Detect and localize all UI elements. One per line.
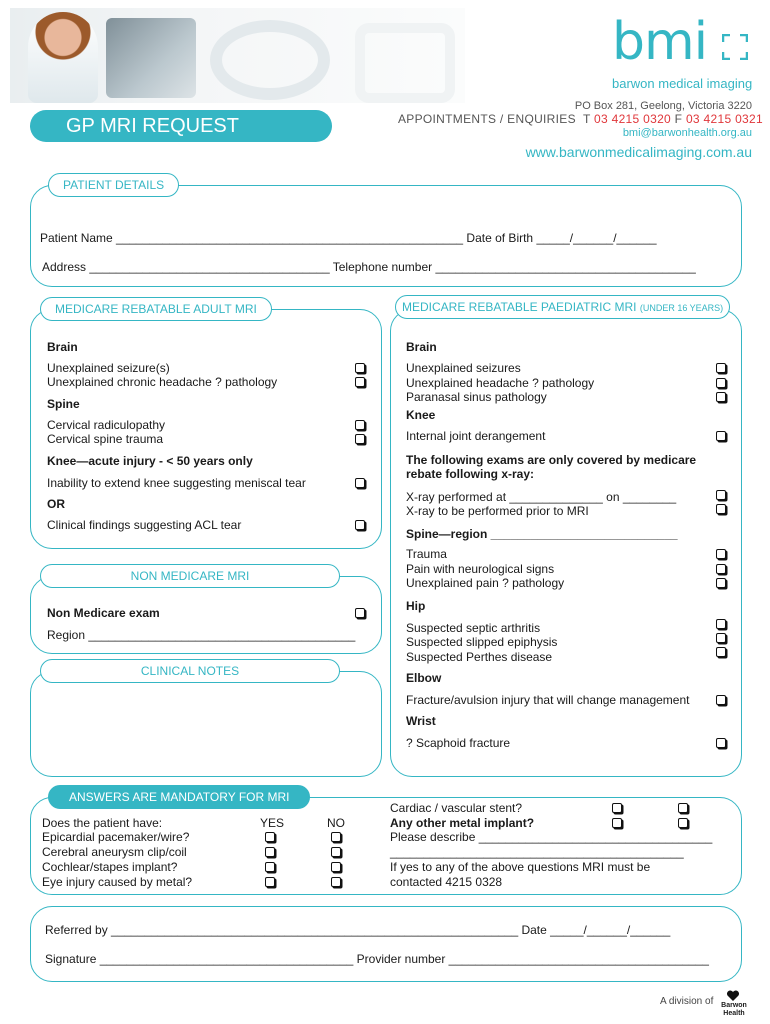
paediatric-mri-title: MEDICARE REBATABLE PAEDIATRIC MRI [402,300,637,314]
appointments-line [398,112,763,126]
adult-spine-heading: Spine [47,397,80,411]
checkbox[interactable] [355,608,365,618]
patient-name-field[interactable]: Patient Name ____________________________________________________ Date of Birth _____/______/______ [40,231,657,245]
paed-spine-item: Pain with neurological signs [406,562,555,576]
safety-question: Epicardial pacemaker/wire? [42,830,190,844]
non-medicare-heading: NON MEDICARE MRI [40,564,340,588]
paed-knee-heading: Knee [406,408,436,422]
checkbox[interactable] [716,578,726,588]
org-name-line1: Barwon [721,1002,747,1009]
paed-spine-region-field[interactable]: Spine—region ____________________________ [406,527,678,541]
no-column-label: NO [327,816,345,830]
checkbox-no[interactable] [331,862,341,872]
org-name-line2: Health [723,1010,745,1017]
adult-brain-item: Unexplained chronic headache ? pathology [47,375,278,389]
logo: bmi [612,12,708,72]
paed-spine-item: Trauma [406,547,447,561]
paed-hip-item: Suspected slipped epiphysis [406,635,558,649]
non-medicare-exam-label: Non Medicare exam [47,606,160,620]
checkbox[interactable] [716,549,726,559]
paed-brain-item: Paranasal sinus pathology [406,390,547,404]
safety-question: Eye injury caused by metal? [42,875,193,889]
paediatric-age-note: (UNDER 16 YEARS) [639,303,724,313]
paed-wrist-heading: Wrist [406,714,436,728]
or-label: OR [47,497,65,511]
paediatric-mri-heading [395,295,730,319]
photo-scan [106,18,196,98]
yes-column-label: YES [260,816,285,830]
checkbox[interactable] [355,434,365,444]
header-photo [10,8,465,103]
paed-elbow-heading: Elbow [406,671,442,685]
checkbox[interactable] [355,420,365,430]
checkbox[interactable] [716,695,726,705]
website-link: www.barwonmedicalimaging.com.au [525,144,752,160]
question-intro: Does the patient have: [42,816,163,830]
phone-label: T [582,112,591,126]
adult-brain-heading: Brain [47,340,78,354]
safety-question: Cochlear/stapes implant? [42,860,178,874]
checkbox-no[interactable] [678,803,688,813]
paed-knee-item: Internal joint derangement [406,429,546,443]
checkbox[interactable] [355,520,365,530]
referral-box [30,906,742,982]
adult-spine-item: Cervical radiculopathy [47,418,166,432]
address-telephone-field[interactable]: Address ____________________________________ Telephone number _______________________________________ [42,260,696,274]
checkbox-yes[interactable] [265,877,275,887]
checkbox-yes[interactable] [265,832,275,842]
phone-number: 03 4215 0320 [594,112,672,126]
adult-knee-item: Inability to extend knee suggesting meniscal tear [47,476,306,490]
signature-field[interactable]: Signature ______________________________________ Provider number _______________________________________ [45,952,709,966]
checkbox[interactable] [355,363,365,373]
clinical-notes-box[interactable] [30,671,382,777]
checkbox-no[interactable] [331,832,341,842]
postal-address: PO Box 281, Geelong, Victoria 3220 [574,100,752,112]
region-field[interactable]: Region ________________________________________ [47,628,356,642]
paed-brain-item: Unexplained headache ? pathology [406,376,595,390]
checkbox-no[interactable] [331,847,341,857]
mri-contact-note: If yes to any of the above questions MRI must be [390,860,651,874]
xray-note: rebate following x-ray: [406,467,535,481]
checkbox-yes[interactable] [612,818,622,828]
xray-prior-item: X-ray to be performed prior to MRI [406,504,589,518]
paed-hip-item: Suspected Perthes disease [406,650,553,664]
paed-elbow-item: Fracture/avulsion injury that will change management [406,693,690,707]
clinical-notes-heading: CLINICAL NOTES [40,659,340,683]
checkbox[interactable] [716,619,726,629]
adult-mri-heading: MEDICARE REBATABLE ADULT MRI [40,297,272,321]
adult-brain-item: Unexplained seizure(s) [47,361,170,375]
paed-spine-item: Unexplained pain ? pathology [406,576,565,590]
checkbox-no[interactable] [678,818,688,828]
email-address: bmi@barwonhealth.org.au [622,127,752,139]
checkbox[interactable] [355,478,365,488]
checkbox[interactable] [716,392,726,402]
checkbox[interactable] [716,431,726,441]
barwon-health-logo [720,1002,748,1018]
photo-mri-machine [210,20,330,100]
checkbox-yes[interactable] [265,847,275,857]
paed-brain-heading: Brain [406,340,437,354]
division-label: A division of [660,996,714,1007]
adult-knee-item: Clinical findings suggesting ACL tear [47,518,242,532]
xray-note: The following exams are only covered by medicare [406,453,697,467]
checkbox[interactable] [716,564,726,574]
logo-subtitle: barwon medical imaging [612,76,753,91]
safety-question: Cerebral aneurysm clip/coil [42,845,187,859]
checkbox[interactable] [716,490,726,500]
fax-number: 03 4215 0321 [685,112,763,126]
checkbox[interactable] [716,738,726,748]
appointments-label: APPOINTMENTS / ENQUIRIES [398,112,576,126]
implant-describe-field[interactable]: Please describe ___________________________________ [390,830,713,844]
checkbox[interactable] [716,633,726,643]
heart-logo-icon [726,990,740,1002]
adult-spine-item: Cervical spine trauma [47,432,164,446]
checkbox[interactable] [716,647,726,657]
adult-knee-heading: Knee—acute injury - < 50 years only [47,454,253,468]
checkbox-no[interactable] [331,877,341,887]
form-title: GP MRI REQUEST [30,110,332,142]
safety-question: Cardiac / vascular stent? [390,801,523,815]
photo-decoration [355,23,455,103]
paed-brain-item: Unexplained seizures [406,361,521,375]
referred-by-field[interactable]: Referred by _____________________________________________________________ Date _____/______/______ [45,923,671,937]
mandatory-heading: ANSWERS ARE MANDATORY FOR MRI [48,785,310,809]
mri-contact-note: contacted 4215 0328 [390,875,503,889]
paed-hip-heading: Hip [406,599,426,613]
checkbox[interactable] [716,363,726,373]
xray-performed-field[interactable]: X-ray performed at ______________ on ________ [406,490,677,504]
paed-hip-item: Suspected septic arthritis [406,621,541,635]
checkbox[interactable] [716,378,726,388]
fax-label: F [674,112,683,126]
checkbox[interactable] [716,504,726,514]
paed-wrist-item: ? Scaphoid fracture [406,736,511,750]
checkbox-yes[interactable] [612,803,622,813]
patient-details-heading: PATIENT DETAILS [48,173,179,197]
logo-brackets-icon [722,34,748,60]
implant-describe-line[interactable]: ____________________________________________ [390,845,684,859]
safety-question: Any other metal implant? [390,816,535,830]
photo-radiographer [28,12,98,103]
checkbox-yes[interactable] [265,862,275,872]
checkbox[interactable] [355,377,365,387]
